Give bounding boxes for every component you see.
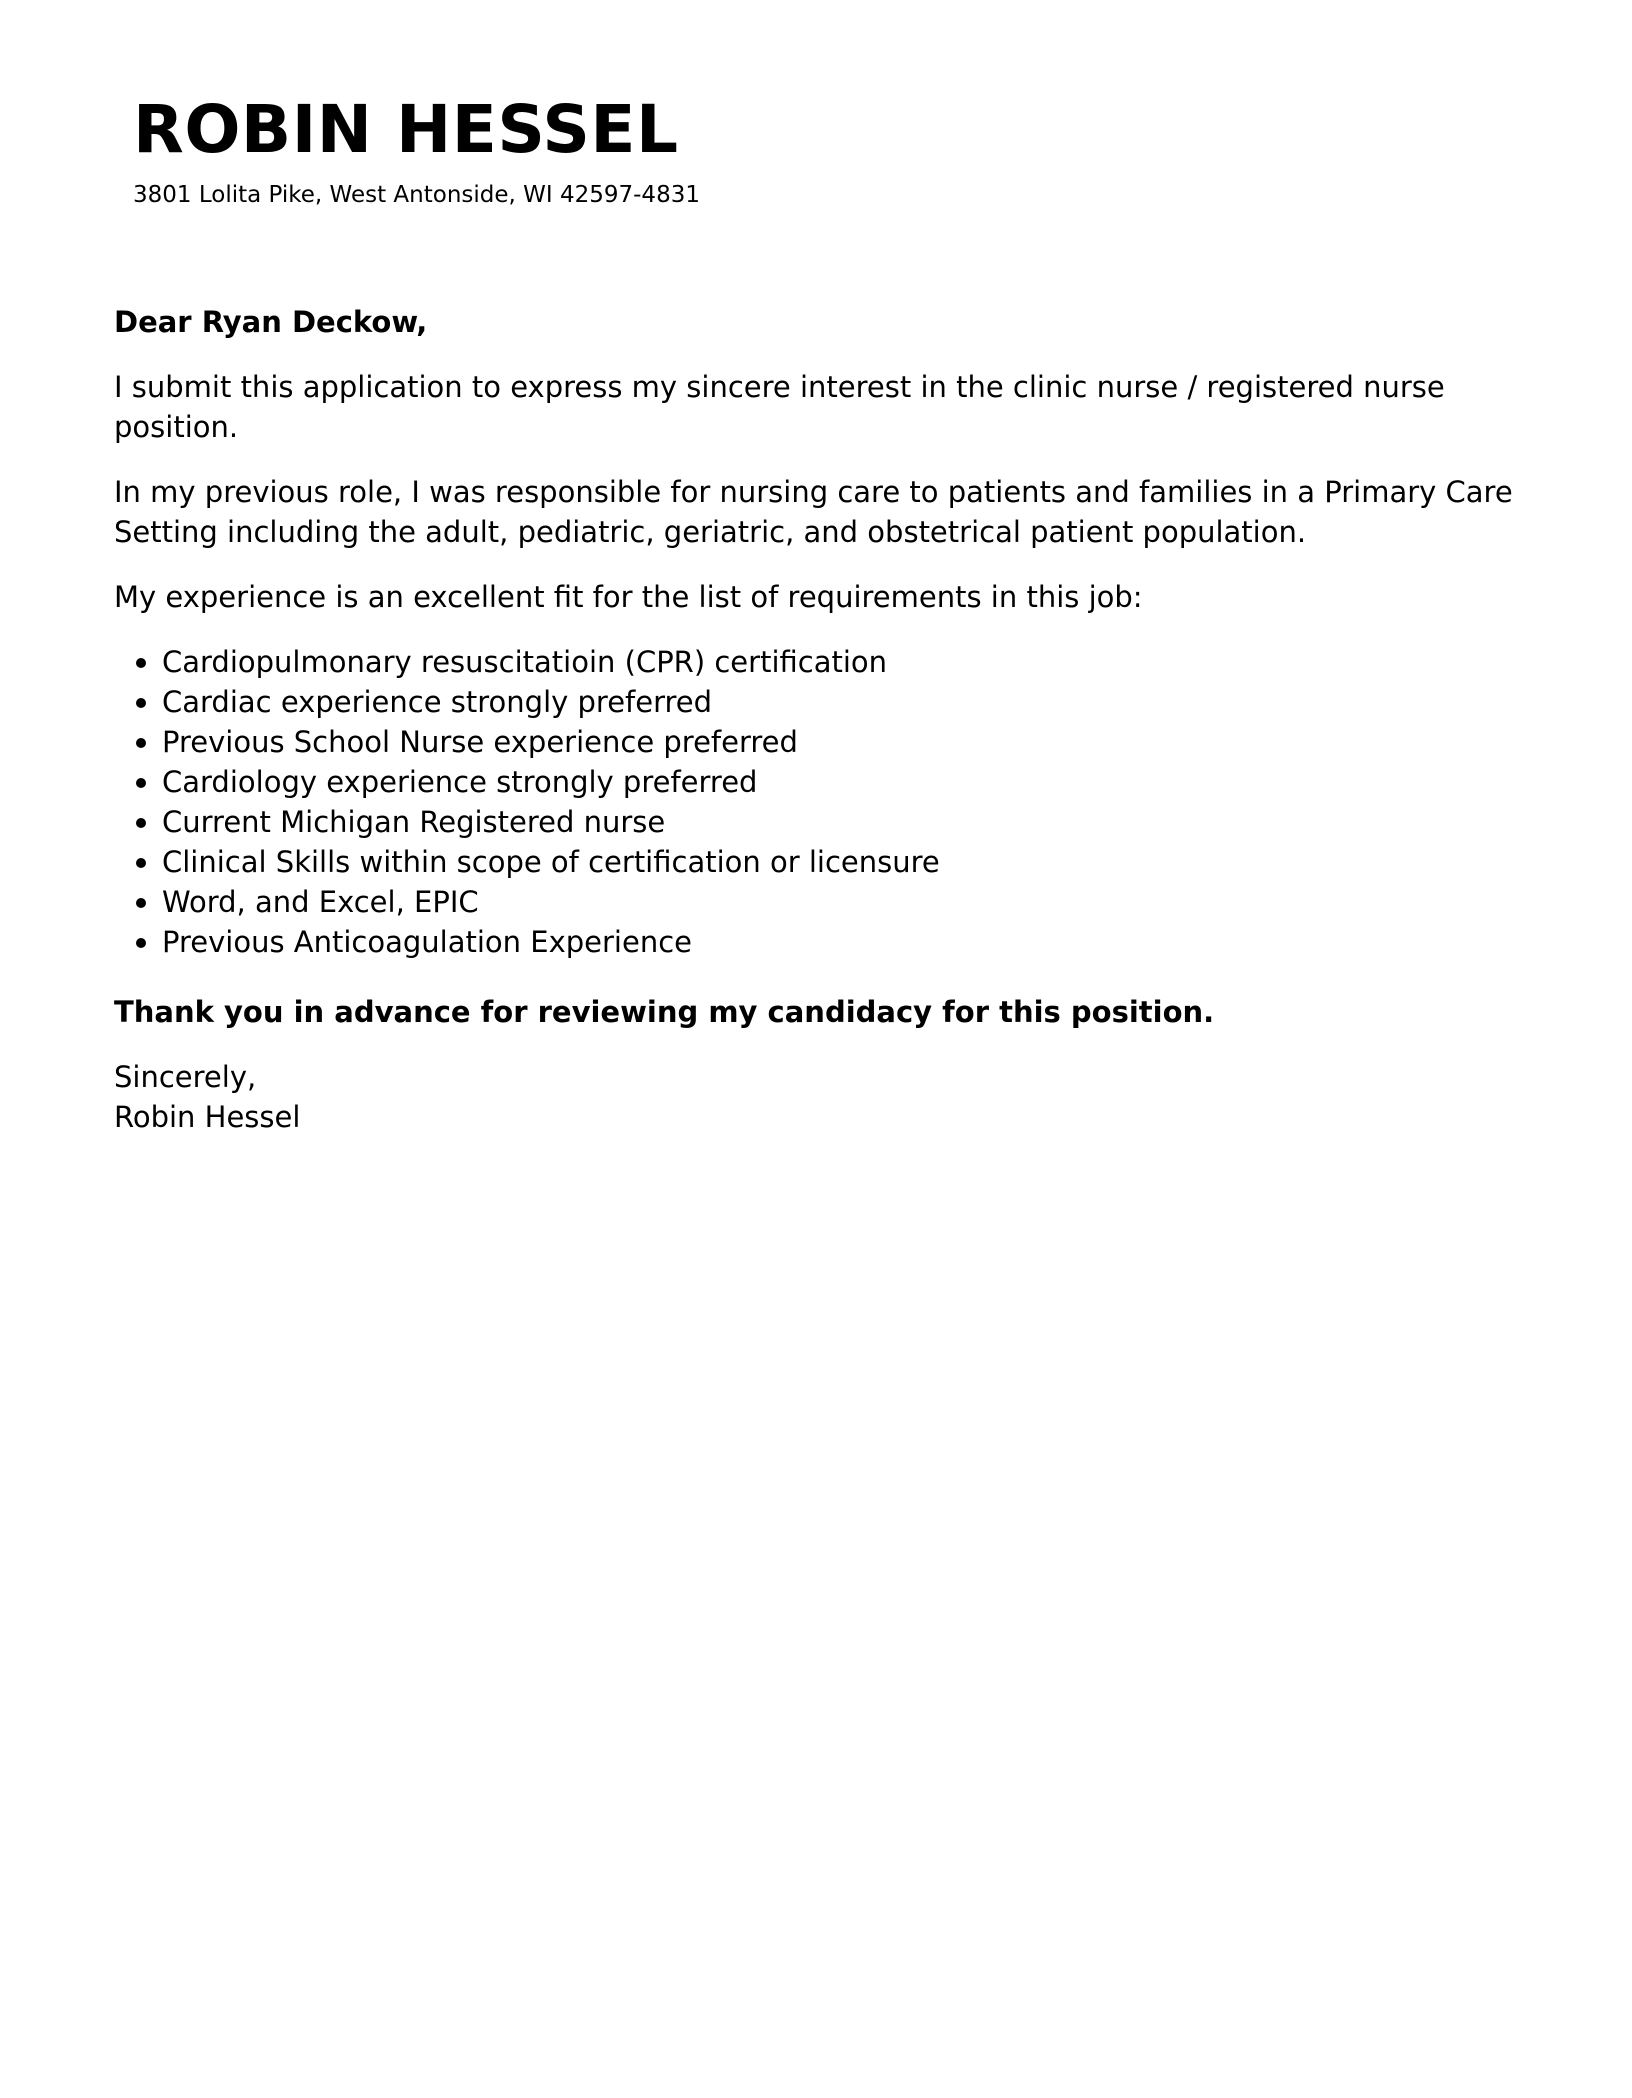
list-item <box>114 802 1534 842</box>
list-item <box>114 882 1534 922</box>
requirement-text: Cardiology experience strongly preferred <box>162 765 758 799</box>
previous-role-paragraph: In my previous role, I was responsible for nursing care to patients and families in a Primary Care Setting including the adult, pediatric, geriatric, and obstetrical patient population. <box>114 475 1513 549</box>
requirement-text: Word, and Excel, EPIC <box>162 885 479 919</box>
requirement-text: Cardiopulmonary resuscitatioin (CPR) certification <box>162 645 888 679</box>
applicant-name: ROBIN HESSEL <box>133 91 679 168</box>
list-item <box>114 842 1534 882</box>
applicant-address: 3801 Lolita Pike, West Antonside, WI 42597-4831 <box>133 182 700 208</box>
list-item <box>114 682 1534 722</box>
signature-name: Robin Hessel <box>114 1100 301 1134</box>
bullet-icon <box>136 698 146 708</box>
requirement-text: Previous Anticoagulation Experience <box>162 925 692 959</box>
fit-statement: My experience is an excellent fit for the list of requirements in this job: <box>114 580 1143 614</box>
list-item <box>114 922 1534 962</box>
list-item <box>114 762 1534 802</box>
requirements-list <box>114 642 1534 962</box>
requirement-text: Clinical Skills within scope of certification or licensure <box>162 845 940 879</box>
letter-body <box>114 302 1534 1137</box>
bullet-icon <box>136 738 146 748</box>
bullet-icon <box>136 938 146 948</box>
bullet-icon <box>136 858 146 868</box>
list-item <box>114 722 1534 762</box>
requirement-text: Previous School Nurse experience preferred <box>162 725 798 759</box>
bullet-icon <box>136 778 146 788</box>
bullet-icon <box>136 658 146 668</box>
requirement-text: Current Michigan Registered nurse <box>162 805 666 839</box>
bullet-icon <box>136 898 146 908</box>
salutation: Dear Ryan Deckow, <box>114 305 428 339</box>
bullet-icon <box>136 818 146 828</box>
letter-header <box>133 88 700 210</box>
intro-paragraph: I submit this application to express my sincere interest in the clinic nurse / registered nurse position. <box>114 370 1445 444</box>
signoff: Sincerely, <box>114 1060 257 1094</box>
list-item <box>114 642 1534 682</box>
closing-statement: Thank you in advance for reviewing my candidacy for this position. <box>114 995 1215 1029</box>
requirement-text: Cardiac experience strongly preferred <box>162 685 713 719</box>
